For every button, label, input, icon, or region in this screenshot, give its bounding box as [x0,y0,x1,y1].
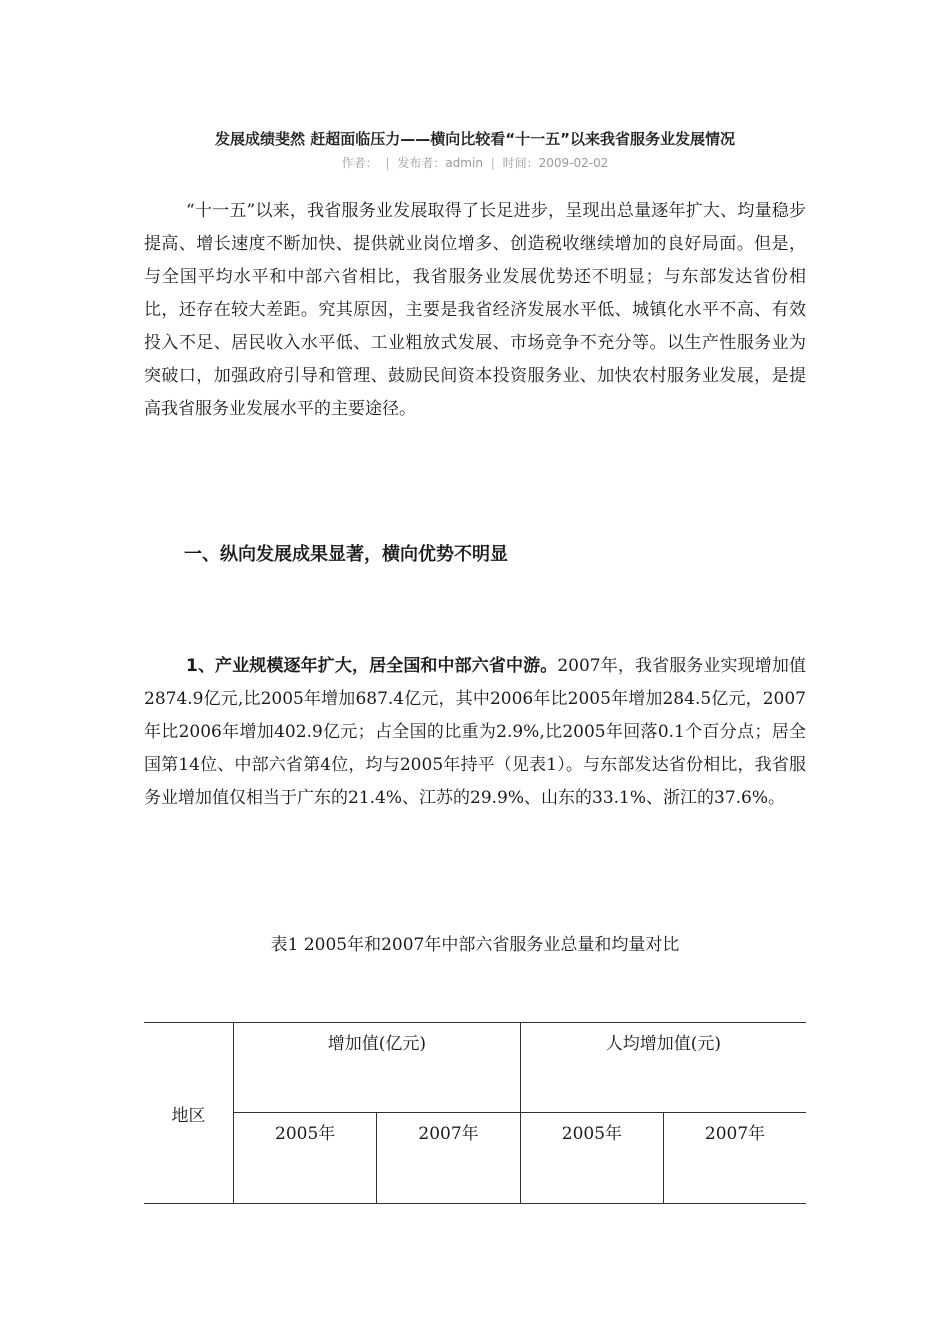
time-label: 时间：2009-02-02 [502,156,609,170]
comparison-table [144,1022,806,1204]
point-1-paragraph [144,650,806,815]
year-header: 2007年 [664,1113,806,1204]
meta-separator: | [385,156,390,170]
per-capita-header: 人均增加值(元) [520,1023,806,1113]
publisher-label: 发布者：admin [397,156,483,170]
section-heading: 一、纵向发展成果显著，横向优势不明显 [184,544,508,565]
year-header: 2005年 [520,1113,663,1204]
intro-text: “十一五”以来，我省服务业发展取得了长足进步，呈现出总量逐年扩大、均量稳步提高、增长速度不断加快、提供就业岗位增多、创造税收继续增加的良好局面。但是，与全国平均水平和中部六省相比，我省服务业发展优势还不明显；与东部发达省份相比，还存在较大差距。究其原因，主要是我省经济发展水平低、城镇化水平不高、有效投入不足、居民收入水平低、工业粗放式发展、市场竞争不充分等。以生产性服务业为突破口，加强政府引导和管理、鼓励民间资本投资服务业、加快农村服务业发展，是提高我省服务业发展水平的主要途径。 [144,201,806,419]
table-caption: 表1 2005年和2007年中部六省服务业总量和均量对比 [270,935,680,955]
value-added-header: 增加值(亿元) [234,1023,521,1113]
meta-separator: | [490,156,495,170]
table-header-row [144,1023,806,1113]
region-header: 地区 [144,1023,234,1204]
intro-paragraph [144,195,806,426]
year-header: 2007年 [377,1113,520,1204]
point-1-lead: 1、产业规模逐年扩大，居全国和中部六省中游。 [186,656,558,676]
table-year-row [144,1113,806,1204]
article-meta [0,154,950,171]
article-title: 发展成绩斐然 赶超面临压力——横向比较看“十一五”以来我省服务业发展情况 [215,130,735,148]
year-header: 2005年 [234,1113,377,1204]
point-1-body: 2007年，我省服务业实现增加值2874.9亿元,比2005年增加687.4亿元，其中2006年比2005年增加284.5亿元，2007年比2006年增加402.9亿元；占全国的比重为2.9%,比2005年回落0.1个百分点；居全国第14位、中部六省第4位，均与2005年持平（见表1）。与东部发达省份相比，我省服务业增加值仅相当于广东的21.4%、江苏的29.9%、山东的33.1%、浙江的37.6%。 [144,656,807,808]
author-label: 作者： [341,156,378,170]
